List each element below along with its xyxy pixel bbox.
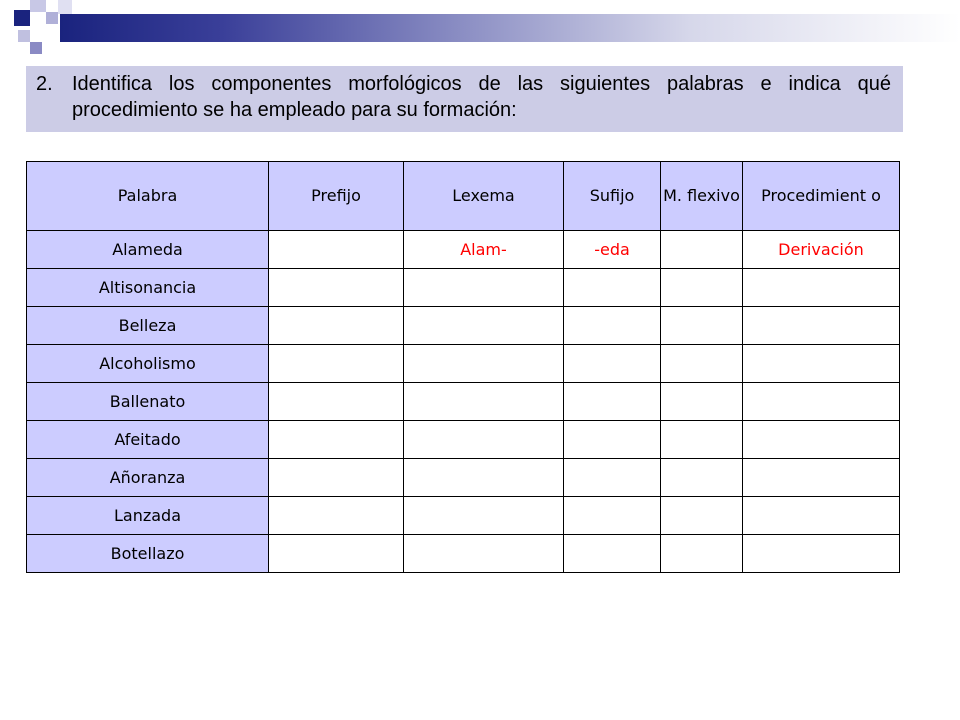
table-row xyxy=(27,345,900,383)
table-row xyxy=(27,421,900,459)
cell-prefix[interactable] xyxy=(269,383,404,421)
cell-prefix[interactable] xyxy=(269,345,404,383)
cell-suffix[interactable] xyxy=(564,345,661,383)
header-sufijo: Sufijo xyxy=(564,162,661,231)
cell-lexeme[interactable] xyxy=(404,535,564,573)
cell-suffix[interactable] xyxy=(564,535,661,573)
cell-inflection[interactable] xyxy=(661,421,743,459)
cell-word: Alcoholismo xyxy=(27,345,269,383)
table-row xyxy=(27,307,900,345)
cell-lexeme[interactable] xyxy=(404,383,564,421)
table-row xyxy=(27,231,900,269)
cell-word: Añoranza xyxy=(27,459,269,497)
cell-suffix[interactable] xyxy=(564,269,661,307)
cell-word: Altisonancia xyxy=(27,269,269,307)
cell-procedure[interactable] xyxy=(743,421,900,459)
title-gradient-bar xyxy=(60,14,960,42)
cell-inflection[interactable] xyxy=(661,307,743,345)
table-header-row xyxy=(27,162,900,231)
cell-suffix[interactable] xyxy=(564,421,661,459)
cell-suffix[interactable] xyxy=(564,307,661,345)
cell-procedure[interactable] xyxy=(743,383,900,421)
table-row xyxy=(27,383,900,421)
cell-prefix[interactable] xyxy=(269,535,404,573)
cell-procedure[interactable]: Derivación xyxy=(743,231,900,269)
cell-word: Belleza xyxy=(27,307,269,345)
question-box xyxy=(26,66,903,132)
cell-suffix[interactable] xyxy=(564,383,661,421)
header-morfema-flexivo: M. flexivo xyxy=(661,162,743,231)
header-prefijo: Prefijo xyxy=(269,162,404,231)
cell-lexeme[interactable]: Alam- xyxy=(404,231,564,269)
cell-procedure[interactable] xyxy=(743,307,900,345)
question-text: Identifica los componentes morfológicos de las siguientes palabras e indica qué procedimiento se ha empleado para su formación: xyxy=(72,73,891,121)
decorative-square xyxy=(14,10,30,26)
decorative-square xyxy=(58,0,72,14)
decorative-square xyxy=(30,42,42,54)
cell-lexeme[interactable] xyxy=(404,307,564,345)
header-procedimiento: Procedimient o xyxy=(743,162,900,231)
cell-word: Alameda xyxy=(27,231,269,269)
cell-inflection[interactable] xyxy=(661,345,743,383)
cell-inflection[interactable] xyxy=(661,535,743,573)
decorative-square xyxy=(46,12,58,24)
cell-lexeme[interactable] xyxy=(404,421,564,459)
cell-prefix[interactable] xyxy=(269,231,404,269)
decorative-square xyxy=(30,0,46,12)
cell-procedure[interactable] xyxy=(743,535,900,573)
question-number: 2. xyxy=(36,73,53,95)
cell-inflection[interactable] xyxy=(661,459,743,497)
cell-prefix[interactable] xyxy=(269,269,404,307)
table-row xyxy=(27,459,900,497)
cell-procedure[interactable] xyxy=(743,269,900,307)
cell-procedure[interactable] xyxy=(743,345,900,383)
cell-word: Ballenato xyxy=(27,383,269,421)
cell-prefix[interactable] xyxy=(269,421,404,459)
cell-procedure[interactable] xyxy=(743,497,900,535)
cell-inflection[interactable] xyxy=(661,231,743,269)
cell-word: Botellazo xyxy=(27,535,269,573)
cell-word: Lanzada xyxy=(27,497,269,535)
cell-lexeme[interactable] xyxy=(404,345,564,383)
cell-prefix[interactable] xyxy=(269,497,404,535)
header-lexema: Lexema xyxy=(404,162,564,231)
cell-suffix[interactable] xyxy=(564,497,661,535)
table-row xyxy=(27,535,900,573)
cell-lexeme[interactable] xyxy=(404,459,564,497)
cell-prefix[interactable] xyxy=(269,459,404,497)
morphology-table xyxy=(26,161,900,573)
cell-prefix[interactable] xyxy=(269,307,404,345)
cell-inflection[interactable] xyxy=(661,383,743,421)
header-palabra: Palabra xyxy=(27,162,269,231)
table-row xyxy=(27,497,900,535)
cell-suffix[interactable]: -eda xyxy=(564,231,661,269)
cell-procedure[interactable] xyxy=(743,459,900,497)
cell-lexeme[interactable] xyxy=(404,497,564,535)
cell-inflection[interactable] xyxy=(661,497,743,535)
cell-word: Afeitado xyxy=(27,421,269,459)
cell-inflection[interactable] xyxy=(661,269,743,307)
cell-lexeme[interactable] xyxy=(404,269,564,307)
cell-suffix[interactable] xyxy=(564,459,661,497)
table-row xyxy=(27,269,900,307)
decorative-square xyxy=(18,30,30,42)
